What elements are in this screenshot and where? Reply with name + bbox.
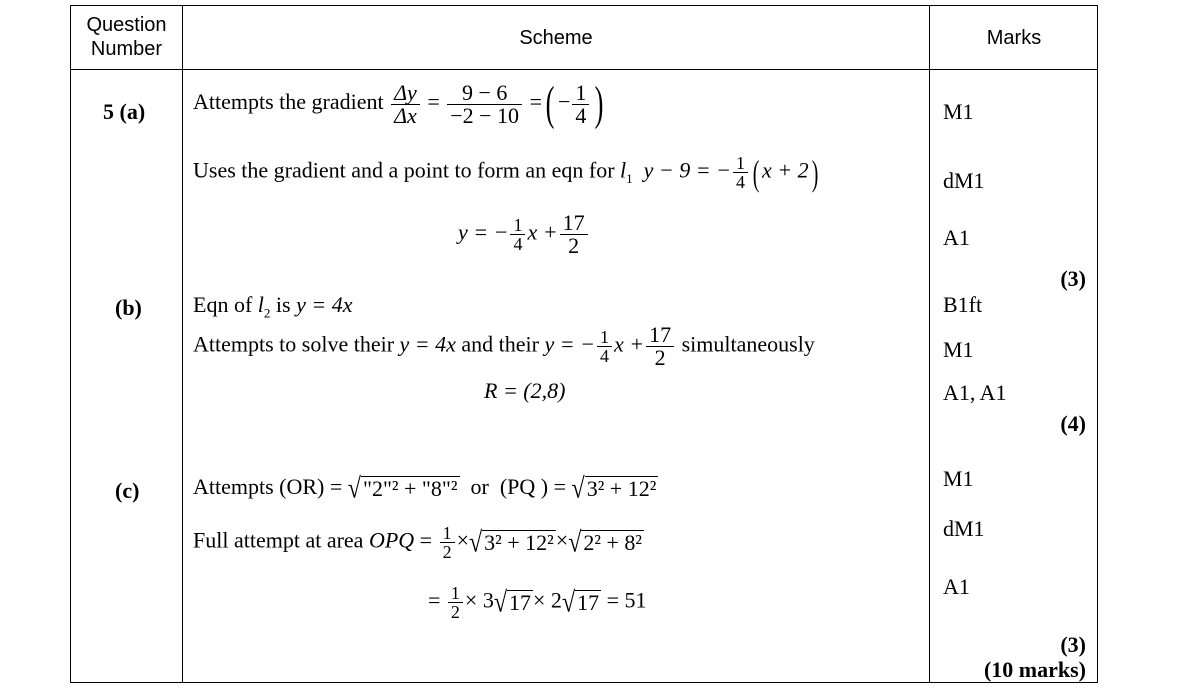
- part-b-mark-1: B1ft: [943, 292, 983, 317]
- part-c-label: (c): [115, 478, 140, 503]
- part-a-total: (3): [1060, 266, 1086, 291]
- part-b-fraction-1: $\frac{1}{4}$: [597, 328, 612, 365]
- part-c-line-2: Full attempt at area OPQ = $\frac{1}{2}$ ×√3² + 12²×√2² + 8²: [193, 523, 642, 562]
- sqrt-or: √"2"² + "8"²: [347, 473, 458, 505]
- header-question-number: Question Number: [86, 14, 167, 60]
- part-a-line-2-text: Uses the gradient and a point to form an eqn for: [193, 157, 615, 183]
- part-b-line-3: R = (2,8): [484, 378, 566, 403]
- part-b-line-2: Attempts to solve their y = 4x and their y = − $\frac{1}{4}$ x + $\frac{17}{2}$ simultaneously: [193, 322, 815, 370]
- header-scheme: Scheme: [519, 27, 593, 49]
- sqrt-17-b: √17: [561, 586, 600, 619]
- part-a-mark-2: dM1: [943, 168, 985, 193]
- grand-total: (10 marks): [983, 657, 1086, 682]
- sqrt-area-1: √3² + 12²: [469, 526, 554, 559]
- part-c-mark-3: A1: [943, 574, 970, 599]
- half-fraction-2: $\frac{1}{2}$: [448, 584, 463, 621]
- part-c-total: (3): [1060, 632, 1086, 657]
- gradient-delta-fraction: $\frac{\Delta y}{\Delta x}$: [391, 82, 420, 127]
- header-divider: [70, 69, 1098, 70]
- part-a-line-2: Uses the gradient and a point to form an eqn for $l_1$ y − 9 = − $\frac{1}{4}$ ( x + 2): [193, 152, 818, 193]
- part-c-mark-2: dM1: [943, 516, 985, 541]
- part-a-mark-1: M1: [943, 99, 974, 124]
- part-b-line-1: Eqn of $l_2$ is y = 4x: [193, 292, 353, 321]
- half-fraction-1: $\frac{1}{2}$: [440, 524, 455, 561]
- part-b-fraction-2: $\frac{17}{2}$: [646, 324, 674, 369]
- header-marks: Marks: [986, 27, 1042, 49]
- part-a-line-1: Attempts the gradient $\frac{\Delta y}{\Delta x}$ = $\frac{9 - 6}{-2 - 10}$ =( − $\frac{1}{4}$ ): [193, 77, 604, 130]
- part-a-line-3: y = − $\frac{1}{4}$ x + $\frac{17}{2}$: [458, 212, 590, 257]
- column-divider-2: [929, 5, 930, 683]
- part-a-label: 5 (a): [103, 99, 146, 124]
- gradient-result-fraction: $\frac{1}{4}$: [572, 82, 589, 127]
- part-c-line-3: = $\frac{1}{2}$ × 3√17× 2√17 = 51: [428, 583, 647, 622]
- part-b-total: (4): [1060, 411, 1086, 436]
- column-divider-1: [182, 5, 183, 683]
- line-3-fraction-1: $\frac{1}{4}$: [510, 216, 525, 253]
- part-a-mark-3: A1: [943, 225, 970, 250]
- part-a-line-1-text: Attempts the gradient: [193, 89, 384, 115]
- sqrt-pq: √3² + 12²: [571, 473, 657, 505]
- line-l1-fraction: $\frac{1}{4}$: [733, 154, 748, 191]
- part-c-line-1: Attempts (OR) = √"2"² + "8"² or (PQ ) = √3² + 12²: [193, 473, 657, 505]
- part-b-label: (b): [115, 295, 142, 320]
- part-b-mark-3: A1, A1: [943, 380, 1007, 405]
- sqrt-17-a: √17: [493, 586, 532, 619]
- sqrt-area-2: √2² + 8²: [568, 526, 642, 559]
- gradient-value-fraction: $\frac{9 - 6}{-2 - 10}$: [447, 82, 522, 127]
- part-c-mark-1: M1: [943, 466, 974, 491]
- part-b-mark-2: M1: [943, 337, 974, 362]
- line-3-fraction-2: $\frac{17}{2}$: [560, 212, 588, 257]
